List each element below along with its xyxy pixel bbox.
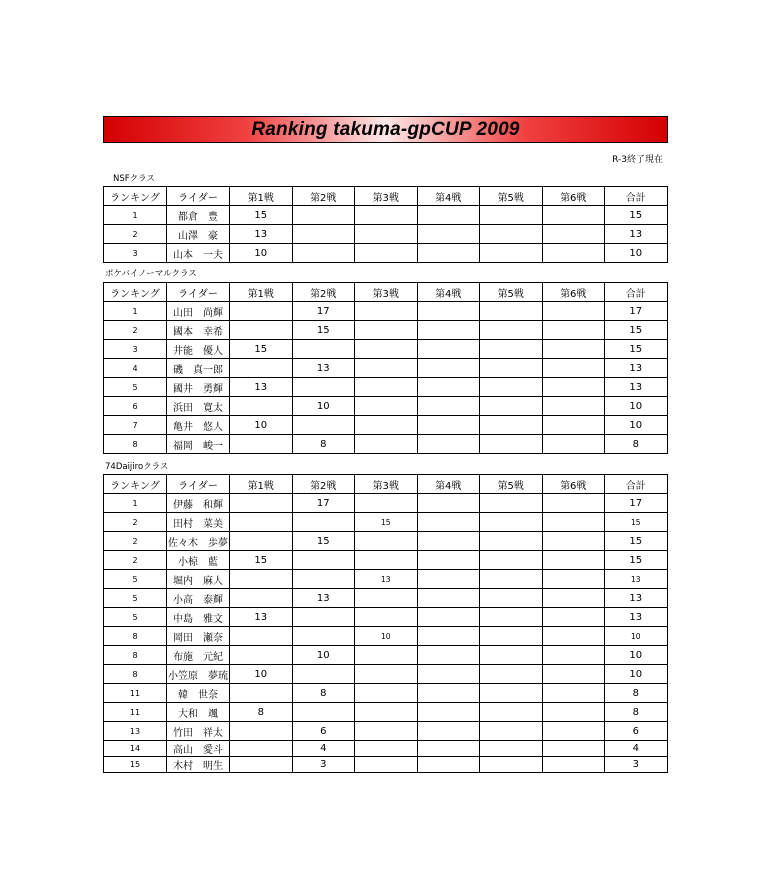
cell-round4 (417, 321, 480, 340)
cell-round1 (230, 532, 293, 551)
cell-round3 (355, 608, 418, 627)
cell-round3 (355, 378, 418, 397)
cell-round3: 15 (355, 513, 418, 532)
column-header-rank: ランキング (104, 187, 167, 206)
cell-round2: 15 (292, 321, 355, 340)
column-header-round5: 第5戦 (480, 283, 543, 302)
table-row (104, 416, 668, 435)
cell-rider: 山澤 豪 (167, 225, 230, 244)
status-text: R-3終了現在 (612, 155, 663, 165)
cell-round1 (230, 757, 293, 773)
cell-round5 (480, 302, 543, 321)
cell-round1: 15 (230, 206, 293, 225)
cell-rank: 4 (104, 359, 167, 378)
cell-round3 (355, 665, 418, 684)
cell-total: 13 (605, 225, 668, 244)
cell-rank: 5 (104, 378, 167, 397)
cell-round2: 8 (292, 684, 355, 703)
cell-round2: 13 (292, 359, 355, 378)
cell-rider: 井能 優人 (167, 340, 230, 359)
table-row (104, 703, 668, 722)
cell-round2 (292, 570, 355, 589)
cell-rider: 伊藤 和輝 (167, 494, 230, 513)
cell-rider: 木村 明生 (167, 757, 230, 773)
cell-total: 4 (605, 741, 668, 757)
table-row (104, 321, 668, 340)
cell-round4 (417, 244, 480, 263)
cell-round4 (417, 397, 480, 416)
cell-round6 (542, 608, 605, 627)
cell-rank: 1 (104, 302, 167, 321)
ranking-table-daijiro (103, 474, 668, 773)
cell-rider: 韓 世奈 (167, 684, 230, 703)
cell-round5 (480, 321, 543, 340)
cell-round2: 15 (292, 532, 355, 551)
cell-round5 (480, 551, 543, 570)
cell-round6 (542, 532, 605, 551)
cell-total: 13 (605, 378, 668, 397)
column-header-round1: 第1戦 (230, 187, 293, 206)
cell-rider: 中島 雅文 (167, 608, 230, 627)
cell-round5 (480, 703, 543, 722)
cell-round5 (480, 513, 543, 532)
cell-rank: 6 (104, 397, 167, 416)
cell-round3 (355, 494, 418, 513)
cell-round1 (230, 741, 293, 757)
cell-rider: 山本 一夫 (167, 244, 230, 263)
cell-round1: 13 (230, 378, 293, 397)
cell-round1: 15 (230, 551, 293, 570)
cell-rank: 2 (104, 532, 167, 551)
class-label-nsf: NSFクラス (113, 174, 155, 184)
table-row (104, 570, 668, 589)
table-row (104, 340, 668, 359)
cell-rider: 福岡 峻一 (167, 435, 230, 454)
cell-round3 (355, 244, 418, 263)
cell-round4 (417, 494, 480, 513)
cell-round3 (355, 703, 418, 722)
column-header-round4: 第4戦 (417, 187, 480, 206)
cell-round4 (417, 551, 480, 570)
column-header-round6: 第6戦 (542, 187, 605, 206)
class-label-normal: ポケバイノーマルクラス (105, 269, 197, 279)
cell-round6 (542, 206, 605, 225)
column-header-rider: ライダー (167, 475, 230, 494)
column-header-round2: 第2戦 (292, 187, 355, 206)
cell-rank: 8 (104, 665, 167, 684)
column-header-round4: 第4戦 (417, 475, 480, 494)
cell-total: 10 (605, 416, 668, 435)
cell-round1 (230, 321, 293, 340)
cell-round6 (542, 684, 605, 703)
cell-rank: 13 (104, 722, 167, 741)
cell-round5 (480, 359, 543, 378)
cell-round2: 10 (292, 646, 355, 665)
cell-round2: 17 (292, 494, 355, 513)
cell-total: 15 (605, 321, 668, 340)
cell-round5 (480, 532, 543, 551)
cell-round3 (355, 741, 418, 757)
cell-round4 (417, 206, 480, 225)
cell-total: 15 (605, 340, 668, 359)
cell-round3 (355, 225, 418, 244)
ranking-table-nsf (103, 186, 668, 263)
cell-rank: 5 (104, 570, 167, 589)
column-header-round3: 第3戦 (355, 475, 418, 494)
table-row (104, 397, 668, 416)
cell-round6 (542, 589, 605, 608)
cell-round6 (542, 665, 605, 684)
cell-round3 (355, 551, 418, 570)
cell-round3 (355, 321, 418, 340)
ranking-table-normal (103, 282, 668, 454)
cell-rider: 竹田 祥太 (167, 722, 230, 741)
cell-round1: 13 (230, 225, 293, 244)
cell-round3 (355, 416, 418, 435)
cell-round6 (542, 646, 605, 665)
cell-round6 (542, 378, 605, 397)
cell-round4 (417, 589, 480, 608)
cell-round4 (417, 627, 480, 646)
table-row (104, 359, 668, 378)
cell-round4 (417, 416, 480, 435)
cell-round1 (230, 646, 293, 665)
column-header-round4: 第4戦 (417, 283, 480, 302)
cell-round3 (355, 589, 418, 608)
table-row (104, 513, 668, 532)
table-row (104, 646, 668, 665)
cell-total: 10 (605, 244, 668, 263)
cell-rider: 小高 泰輝 (167, 589, 230, 608)
cell-round4 (417, 608, 480, 627)
cell-round6 (542, 570, 605, 589)
cell-rank: 1 (104, 494, 167, 513)
cell-total: 15 (605, 513, 668, 532)
cell-rank: 5 (104, 608, 167, 627)
cell-round2 (292, 206, 355, 225)
table-row (104, 532, 668, 551)
cell-round6 (542, 397, 605, 416)
cell-rider: 田村 菜美 (167, 513, 230, 532)
cell-total: 15 (605, 206, 668, 225)
cell-total: 13 (605, 359, 668, 378)
cell-rank: 1 (104, 206, 167, 225)
table-row (104, 757, 668, 773)
cell-round3 (355, 302, 418, 321)
cell-total: 10 (605, 627, 668, 646)
cell-round6 (542, 302, 605, 321)
cell-round3 (355, 684, 418, 703)
cell-round5 (480, 416, 543, 435)
cell-total: 8 (605, 684, 668, 703)
column-header-total: 合計 (605, 283, 668, 302)
cell-round2 (292, 340, 355, 359)
cell-round2 (292, 378, 355, 397)
table-row (104, 378, 668, 397)
cell-rider: 小笠原 夢琉 (167, 665, 230, 684)
table-row (104, 665, 668, 684)
cell-round2 (292, 244, 355, 263)
table-row (104, 225, 668, 244)
cell-round3 (355, 532, 418, 551)
cell-total: 8 (605, 703, 668, 722)
cell-round3 (355, 757, 418, 773)
cell-round4 (417, 703, 480, 722)
cell-round4 (417, 757, 480, 773)
cell-round3 (355, 359, 418, 378)
cell-round1 (230, 359, 293, 378)
cell-round5 (480, 494, 543, 513)
cell-round4 (417, 302, 480, 321)
cell-round3 (355, 435, 418, 454)
cell-round5 (480, 244, 543, 263)
cell-round6 (542, 551, 605, 570)
cell-round2: 13 (292, 589, 355, 608)
cell-rider: 堀内 麻人 (167, 570, 230, 589)
cell-round5 (480, 741, 543, 757)
cell-rank: 3 (104, 340, 167, 359)
cell-round6 (542, 225, 605, 244)
cell-round1: 8 (230, 703, 293, 722)
cell-total: 13 (605, 589, 668, 608)
column-header-rider: ライダー (167, 283, 230, 302)
column-header-round6: 第6戦 (542, 475, 605, 494)
cell-total: 15 (605, 551, 668, 570)
cell-rider: 佐々木 歩夢 (167, 532, 230, 551)
column-header-round1: 第1戦 (230, 283, 293, 302)
cell-round1 (230, 627, 293, 646)
cell-round3: 10 (355, 627, 418, 646)
column-header-round2: 第2戦 (292, 283, 355, 302)
cell-round6 (542, 244, 605, 263)
table-row (104, 302, 668, 321)
cell-round4 (417, 722, 480, 741)
cell-total: 15 (605, 532, 668, 551)
cell-total: 3 (605, 757, 668, 773)
table-row (104, 589, 668, 608)
cell-round4 (417, 741, 480, 757)
cell-rank: 11 (104, 684, 167, 703)
cell-round5 (480, 206, 543, 225)
cell-round4 (417, 435, 480, 454)
column-header-round5: 第5戦 (480, 475, 543, 494)
cell-round3 (355, 722, 418, 741)
cell-round1: 13 (230, 608, 293, 627)
cell-round1 (230, 302, 293, 321)
cell-round4 (417, 665, 480, 684)
cell-round1 (230, 722, 293, 741)
cell-rank: 7 (104, 416, 167, 435)
cell-round1 (230, 513, 293, 532)
cell-round2 (292, 627, 355, 646)
cell-round2 (292, 665, 355, 684)
cell-rider: 亀井 悠人 (167, 416, 230, 435)
column-header-round3: 第3戦 (355, 283, 418, 302)
cell-rank: 14 (104, 741, 167, 757)
column-header-rider: ライダー (167, 187, 230, 206)
cell-round2: 8 (292, 435, 355, 454)
table-row (104, 627, 668, 646)
cell-rank: 2 (104, 225, 167, 244)
cell-total: 17 (605, 494, 668, 513)
table-row (104, 244, 668, 263)
table-row (104, 206, 668, 225)
cell-round2 (292, 551, 355, 570)
cell-round5 (480, 225, 543, 244)
cell-rank: 11 (104, 703, 167, 722)
cell-total: 6 (605, 722, 668, 741)
cell-rank: 8 (104, 646, 167, 665)
table-row (104, 722, 668, 741)
cell-round2: 17 (292, 302, 355, 321)
cell-round5 (480, 684, 543, 703)
cell-rider: 國井 勇輝 (167, 378, 230, 397)
cell-round4 (417, 513, 480, 532)
cell-round5 (480, 378, 543, 397)
cell-rider: 浜田 寛太 (167, 397, 230, 416)
cell-total: 8 (605, 435, 668, 454)
cell-round4 (417, 378, 480, 397)
cell-rider: 山田 尚輝 (167, 302, 230, 321)
cell-rider: 小椋 藍 (167, 551, 230, 570)
title-banner (103, 116, 668, 143)
cell-rank: 15 (104, 757, 167, 773)
cell-total: 13 (605, 570, 668, 589)
cell-round4 (417, 646, 480, 665)
cell-round3: 13 (355, 570, 418, 589)
cell-round5 (480, 435, 543, 454)
cell-round6 (542, 321, 605, 340)
cell-round2: 3 (292, 757, 355, 773)
cell-round1: 15 (230, 340, 293, 359)
cell-round3 (355, 340, 418, 359)
cell-round2: 6 (292, 722, 355, 741)
cell-round2 (292, 416, 355, 435)
cell-round6 (542, 757, 605, 773)
cell-round5 (480, 570, 543, 589)
cell-total: 10 (605, 397, 668, 416)
cell-round6 (542, 340, 605, 359)
cell-round5 (480, 397, 543, 416)
column-header-round2: 第2戦 (292, 475, 355, 494)
cell-rank: 8 (104, 627, 167, 646)
column-header-round3: 第3戦 (355, 187, 418, 206)
table-row (104, 741, 668, 757)
cell-round6 (542, 627, 605, 646)
cell-round5 (480, 608, 543, 627)
cell-rank: 8 (104, 435, 167, 454)
cell-rider: 磯 真一郎 (167, 359, 230, 378)
cell-round1 (230, 589, 293, 608)
cell-rider: 布施 元紀 (167, 646, 230, 665)
cell-round6 (542, 513, 605, 532)
cell-round1 (230, 684, 293, 703)
cell-round1: 10 (230, 665, 293, 684)
cell-round1: 10 (230, 416, 293, 435)
cell-round1 (230, 397, 293, 416)
cell-round6 (542, 722, 605, 741)
cell-round6 (542, 416, 605, 435)
header-row (104, 187, 668, 206)
cell-round1 (230, 494, 293, 513)
cell-round3 (355, 206, 418, 225)
cell-rider: 都倉 豊 (167, 206, 230, 225)
cell-total: 10 (605, 665, 668, 684)
table-row (104, 684, 668, 703)
cell-round1 (230, 435, 293, 454)
class-label-daijiro: 74Daijiroクラス (105, 462, 169, 472)
cell-rank: 2 (104, 321, 167, 340)
column-header-total: 合計 (605, 475, 668, 494)
cell-round5 (480, 665, 543, 684)
cell-round1 (230, 570, 293, 589)
cell-rank: 3 (104, 244, 167, 263)
cell-round5 (480, 722, 543, 741)
cell-round6 (542, 435, 605, 454)
cell-total: 17 (605, 302, 668, 321)
cell-rider: 國本 幸希 (167, 321, 230, 340)
cell-round4 (417, 359, 480, 378)
cell-round2 (292, 225, 355, 244)
table-row (104, 551, 668, 570)
cell-round4 (417, 225, 480, 244)
cell-round2 (292, 703, 355, 722)
page-title: Ranking takuma-gpCUP 2009 (251, 118, 520, 140)
column-header-rank: ランキング (104, 475, 167, 494)
cell-round6 (542, 494, 605, 513)
header-row (104, 475, 668, 494)
cell-round5 (480, 340, 543, 359)
cell-round5 (480, 646, 543, 665)
table-row (104, 608, 668, 627)
cell-round3 (355, 397, 418, 416)
cell-rank: 2 (104, 551, 167, 570)
cell-total: 13 (605, 608, 668, 627)
cell-round4 (417, 340, 480, 359)
column-header-round1: 第1戦 (230, 475, 293, 494)
cell-round6 (542, 359, 605, 378)
cell-rider: 大和 颯 (167, 703, 230, 722)
cell-rank: 2 (104, 513, 167, 532)
cell-round2: 4 (292, 741, 355, 757)
cell-round4 (417, 570, 480, 589)
cell-round2: 10 (292, 397, 355, 416)
cell-rank: 5 (104, 589, 167, 608)
cell-round5 (480, 589, 543, 608)
cell-round5 (480, 627, 543, 646)
cell-round6 (542, 703, 605, 722)
cell-rider: 高山 愛斗 (167, 741, 230, 757)
table-row (104, 494, 668, 513)
column-header-rank: ランキング (104, 283, 167, 302)
cell-round2 (292, 513, 355, 532)
column-header-total: 合計 (605, 187, 668, 206)
column-header-round5: 第5戦 (480, 187, 543, 206)
cell-round5 (480, 757, 543, 773)
cell-round4 (417, 532, 480, 551)
table-row (104, 435, 668, 454)
cell-round6 (542, 741, 605, 757)
column-header-round6: 第6戦 (542, 283, 605, 302)
cell-round3 (355, 646, 418, 665)
header-row (104, 283, 668, 302)
cell-round1: 10 (230, 244, 293, 263)
cell-round4 (417, 684, 480, 703)
cell-total: 10 (605, 646, 668, 665)
cell-round2 (292, 608, 355, 627)
cell-rider: 岡田 瀬奈 (167, 627, 230, 646)
